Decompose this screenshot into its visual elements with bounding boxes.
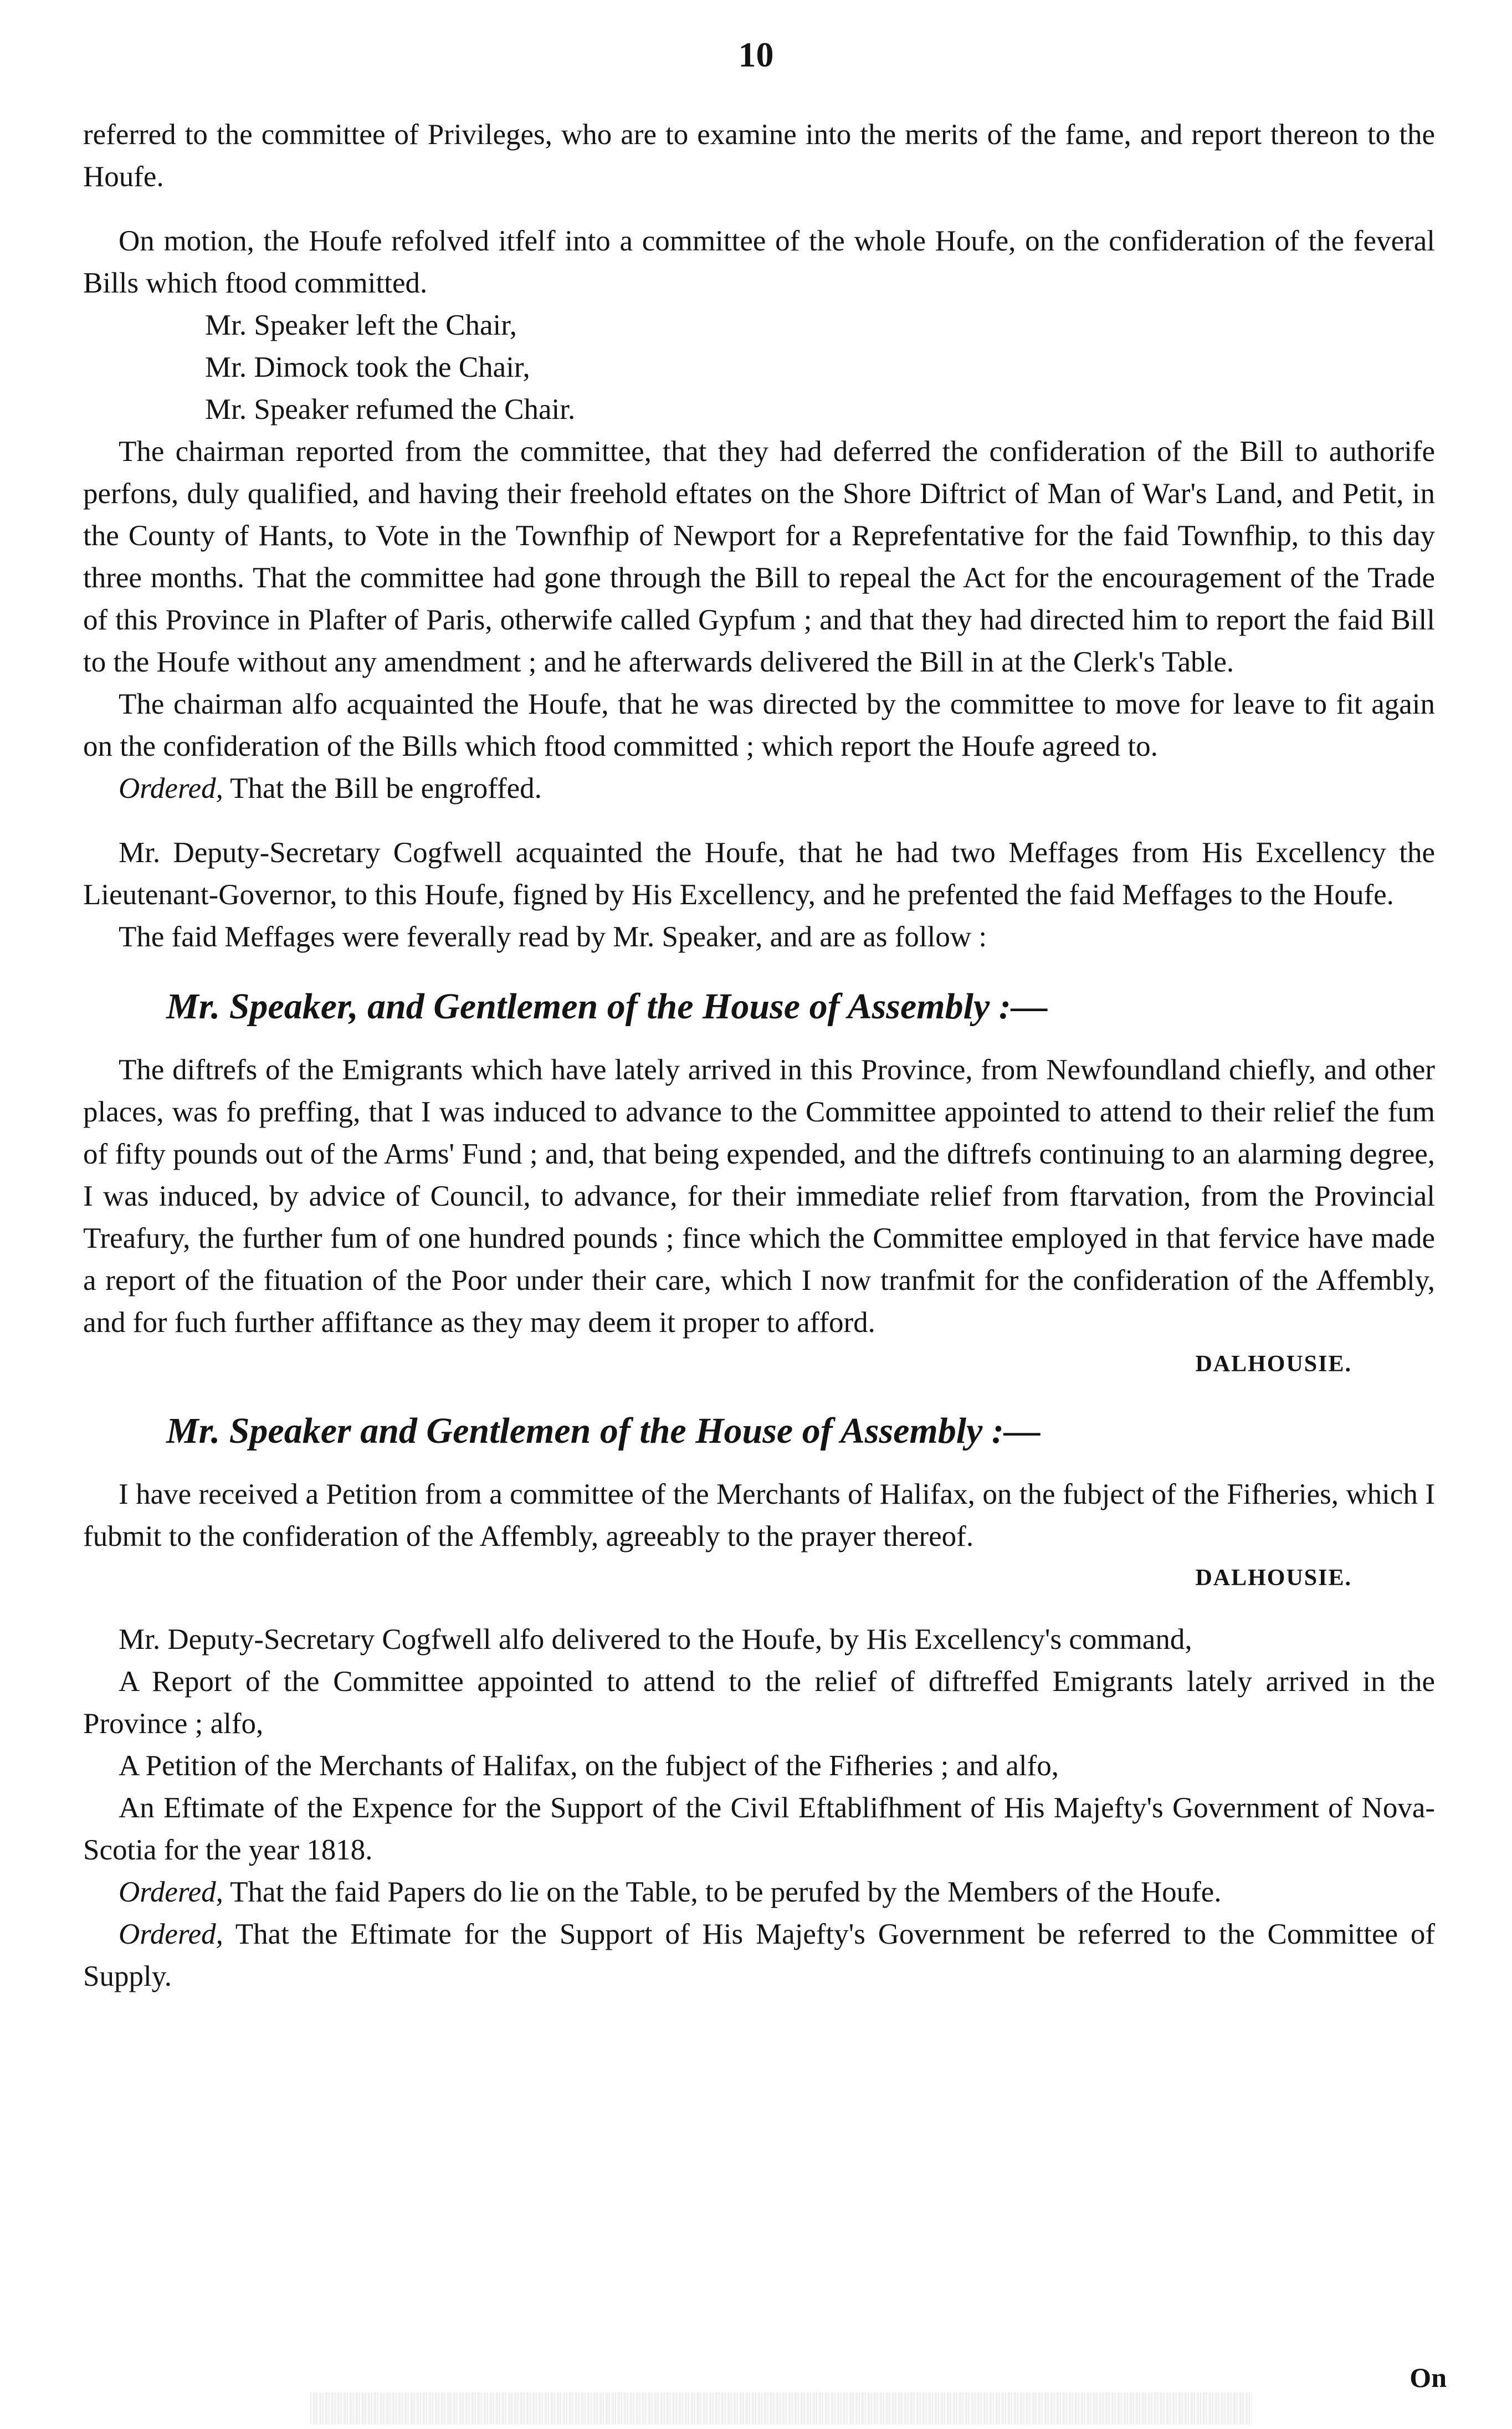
chair-line-speaker-resumed: Mr. Speaker refumed the Chair. bbox=[205, 393, 576, 426]
chair-line-speaker-left: Mr. Speaker left the Chair, bbox=[205, 309, 517, 341]
paragraph-referral: referred to the committee of Privileges, who are to examine into the merits of the fame, and report thereon to the Houfe. bbox=[83, 119, 1435, 193]
message1-signature: DALHOUSIE. bbox=[1195, 1351, 1352, 1377]
message1-heading: Mr. Speaker, and Gentlemen of the House of Assembly :— bbox=[166, 986, 1048, 1027]
paragraph-petition-merchants: A Petition of the Merchants of Halifax, on the fubject of the Fifheries ; and alfo, bbox=[119, 1750, 1059, 1782]
message2-heading: Mr. Speaker and Gentlemen of the House of Assembly :— bbox=[166, 1411, 1041, 1451]
page-number: 10 bbox=[738, 35, 774, 74]
paragraph-secretary-messages: Mr. Deputy-Secretary Cogfwell acquainted the Houfe, that he had two Meffages from His Excellency the Lieutenant-Governor, to this Houfe, figned by His Excellency, and he prefented the faid Meffages to the Houfe. bbox=[83, 837, 1435, 911]
paragraph-chairman-leave: The chairman alfo acquainted the Houfe, that he was directed by the committee to move for leave to fit again on the confideration of the Bills which ftood committed ; which report the Houfe agreed to. bbox=[83, 688, 1435, 762]
paragraph-report-emigrants: A Report of the Committee appointed to attend to the relief of diftreffed Emigrants lately arrived in the Province ; alfo, bbox=[83, 1666, 1435, 1740]
message2-signature: DALHOUSIE. bbox=[1195, 1565, 1352, 1591]
body-text bbox=[83, 114, 1435, 1997]
paragraph-ordered-engrossed bbox=[83, 767, 1435, 809]
paragraph-ordered-estimate bbox=[83, 1913, 1435, 1997]
message1-text: The diftrefs of the Emigrants which have lately arrived in this Province, from Newfoundland chiefly, and other places, was fo preffing, that I was induced to advance to the Committee appointed to attend to their relief the fum of fifty pounds out of the Arms' Fund ; and, that being expended, and the diftrefs continuing to an alarming degree, I was induced, by advice of Council, to advance, for their immediate relief from ftarvation, from the Provincial Treafury, the further fum of one hundred pounds ; fince which the Committee employed in that fervice have made a report of the fituation of the Poor under their care, which I now tranfmit for the confideration of the Affembly, and for fuch further affiftance as they may deem it proper to afford. bbox=[83, 1054, 1435, 1339]
paragraph-messages-read: The faid Meffages were feverally read by Mr. Speaker, and are as follow : bbox=[119, 921, 987, 953]
paragraph-committee-motion: On motion, the Houfe refolved itfelf into a committee of the whole Houfe, on the confideration of the feveral Bills which ftood committed. bbox=[83, 225, 1435, 299]
paragraph-estimate: An Eftimate of the Expence for the Support of the Civil Eftablifhment of His Majefty's Government of Nova-Scotia for the year 1818. bbox=[83, 1792, 1435, 1866]
catchword: On bbox=[1410, 2362, 1447, 2393]
paragraph-chairman-report: The chairman reported from the committee, that they had deferred the confideration of the Bill to authorife perfons, duly qualified, and having their freehold eftates on the Shore Diftrict of Man of War's Land, and Petit, in the County of Hants, to Vote in the Townfhip of Newport for a Reprefentative for the faid Townfhip, to this day three months. That the committee had gone through the Bill to repeal the Act for the encouragement of the Trade of this Province in Plafter of Paris, otherwife called Gypfum ; and that they had directed him to report the faid Bill to the Houfe without any amendment ; and he afterwards delivered the Bill in at the Clerk's Table. bbox=[83, 435, 1435, 678]
ordered-label: Ordered, bbox=[119, 1918, 223, 1950]
ordered-label: Ordered, bbox=[119, 772, 223, 804]
paragraph-papers-delivered: Mr. Deputy-Secretary Cogfwell alfo delivered to the Houfe, by His Excellency's command, bbox=[119, 1623, 1192, 1656]
ordered-text: That the Eftimate for the Support of His Majefty's Government be referred to the Committee of Supply. bbox=[83, 1918, 1435, 1992]
message2-text: I have received a Petition from a committee of the Merchants of Halifax, on the fubject of the Fifheries, which I fubmit to the confideration of the Affembly, agreeably to the prayer thereof. bbox=[83, 1478, 1435, 1552]
print-bleed-artifact bbox=[310, 2392, 1252, 2425]
ordered-label: Ordered, bbox=[119, 1876, 223, 1908]
ordered-text: That the Bill be engroffed. bbox=[223, 772, 542, 804]
chair-line-dimock-took: Mr. Dimock took the Chair, bbox=[205, 351, 530, 383]
paragraph-ordered-papers bbox=[83, 1871, 1435, 1913]
ordered-text: That the faid Papers do lie on the Table, to be perufed by the Members of the Houfe. bbox=[223, 1876, 1222, 1908]
